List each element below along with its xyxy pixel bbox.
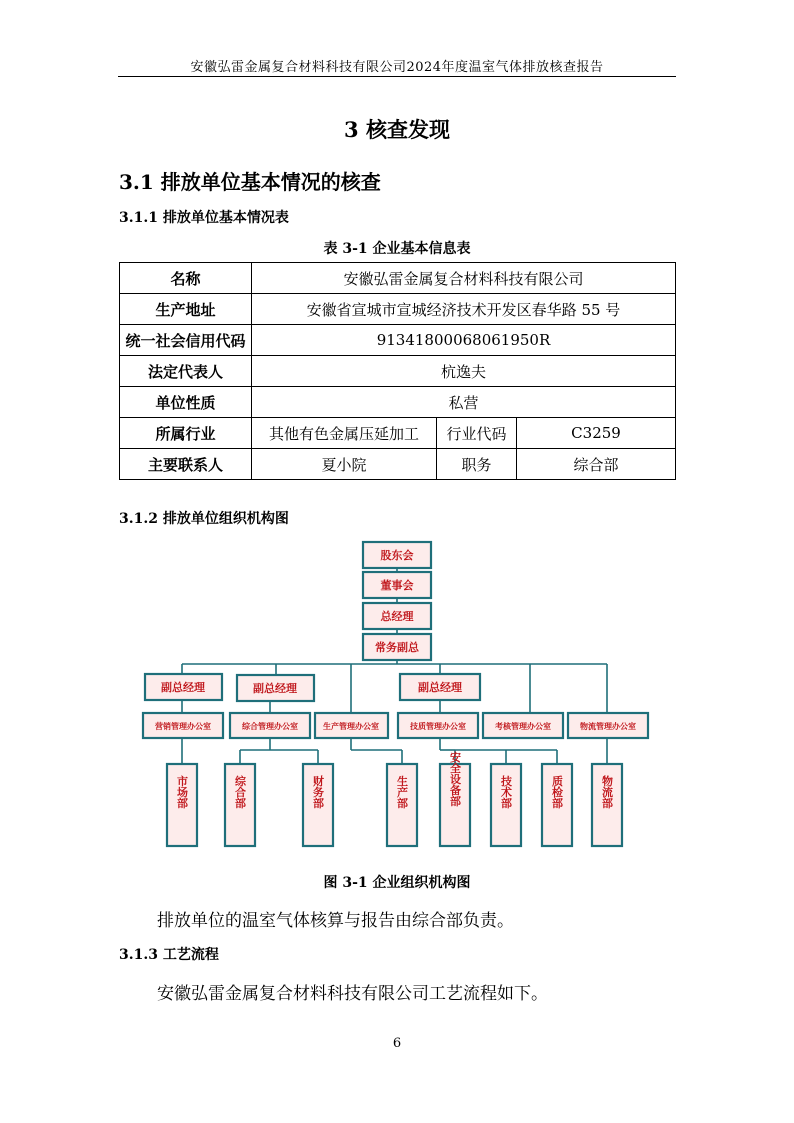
table-label-cell: 主要联系人 xyxy=(120,449,252,480)
org-node xyxy=(363,634,431,660)
table-value-cell: 综合部 xyxy=(517,449,676,480)
table-label-cell: 法定代表人 xyxy=(120,356,252,387)
org-node xyxy=(483,713,563,738)
table-label-cell: 所属行业 xyxy=(120,418,252,449)
figure-caption: 图 3-1 企业组织机构图 xyxy=(323,875,471,891)
org-node-label: 生产部 xyxy=(395,775,409,809)
org-node-label: 常务副总 xyxy=(375,641,419,654)
org-node xyxy=(237,675,314,701)
chapter-title: 3 核查发现 xyxy=(344,117,450,142)
org-node-label: 技质管理办公室 xyxy=(410,722,466,731)
org-node-label: 综合管理办公室 xyxy=(242,722,298,731)
org-node-label: 董事会 xyxy=(380,579,414,592)
org-node xyxy=(568,713,648,738)
table-value-cell: 安徽省宣城市宣城经济技术开发区春华路 55 号 xyxy=(252,294,676,325)
table-value-cell: 杭逸夫 xyxy=(252,356,676,387)
org-node-label: 物流部 xyxy=(600,775,614,809)
table-label-cell: 统一社会信用代码 xyxy=(120,325,252,356)
org-node xyxy=(387,764,417,846)
table-value-cell: 夏小院 xyxy=(252,449,437,480)
table-caption: 表 3-1 企业基本信息表 xyxy=(323,241,471,257)
section-heading-3-1-1: 3.1.1 排放单位基本情况表 xyxy=(119,210,289,226)
org-node xyxy=(592,764,622,846)
org-node xyxy=(491,764,521,846)
org-node-label: 股东会 xyxy=(380,549,414,562)
org-node-label: 财务部 xyxy=(311,775,325,809)
org-node-label: 总经理 xyxy=(380,610,414,623)
org-node xyxy=(363,542,431,568)
org-node xyxy=(143,713,223,738)
org-node xyxy=(400,674,480,700)
org-node-label: 综合部 xyxy=(233,775,247,809)
org-node-label: 物流管理办公室 xyxy=(580,722,636,731)
table-value-cell: C3259 xyxy=(517,418,676,449)
org-node xyxy=(167,764,197,846)
org-node-label: 技术部 xyxy=(499,775,513,809)
org-node-label: 营销管理办公室 xyxy=(155,722,211,731)
org-node-label: 副总经理 xyxy=(253,682,297,695)
section-heading-3-1-2: 3.1.2 排放单位组织机构图 xyxy=(119,511,289,527)
org-node xyxy=(303,764,333,846)
table-value-cell: 91341800068061950R xyxy=(252,325,676,356)
org-node-label: 质检部 xyxy=(550,775,564,809)
table-label-cell: 行业代码 xyxy=(437,418,517,449)
running-header: 安徽弘雷金属复合材料科技有限公司2024年度温室气体排放核查报告 xyxy=(190,60,604,75)
table-label-cell: 生产地址 xyxy=(120,294,252,325)
table-value-cell: 安徽弘雷金属复合材料科技有限公司 xyxy=(252,263,676,294)
paragraph: 安徽弘雷金属复合材料科技有限公司工艺流程如下。 xyxy=(157,984,548,1004)
org-node xyxy=(225,764,255,846)
section-heading-3-1: 3.1 排放单位基本情况的核查 xyxy=(119,170,381,194)
table-label-cell: 职务 xyxy=(437,449,517,480)
org-node-label: 安全设备部 xyxy=(448,751,462,807)
org-node-label: 生产管理办公室 xyxy=(323,722,379,731)
page-number: 6 xyxy=(392,1036,402,1051)
org-node-label: 副总经理 xyxy=(161,681,205,694)
org-node xyxy=(398,713,478,738)
section-heading-3-1-3: 3.1.3 工艺流程 xyxy=(119,947,219,963)
table-value-cell: 私营 xyxy=(252,387,676,418)
org-node xyxy=(440,750,470,846)
paragraph: 排放单位的温室气体核算与报告由综合部负责。 xyxy=(157,911,514,931)
org-node-label: 副总经理 xyxy=(418,681,462,694)
org-node xyxy=(315,713,388,738)
org-node xyxy=(230,713,310,738)
org-node-label: 考核管理办公室 xyxy=(495,722,551,731)
org-node xyxy=(363,572,431,598)
org-node xyxy=(542,764,572,846)
table-label-cell: 单位性质 xyxy=(120,387,252,418)
org-node xyxy=(145,674,222,700)
table-label-cell: 名称 xyxy=(120,263,252,294)
org-node xyxy=(363,603,431,629)
org-node-label: 市场部 xyxy=(175,775,189,809)
table-value-cell: 其他有色金属压延加工 xyxy=(252,418,437,449)
